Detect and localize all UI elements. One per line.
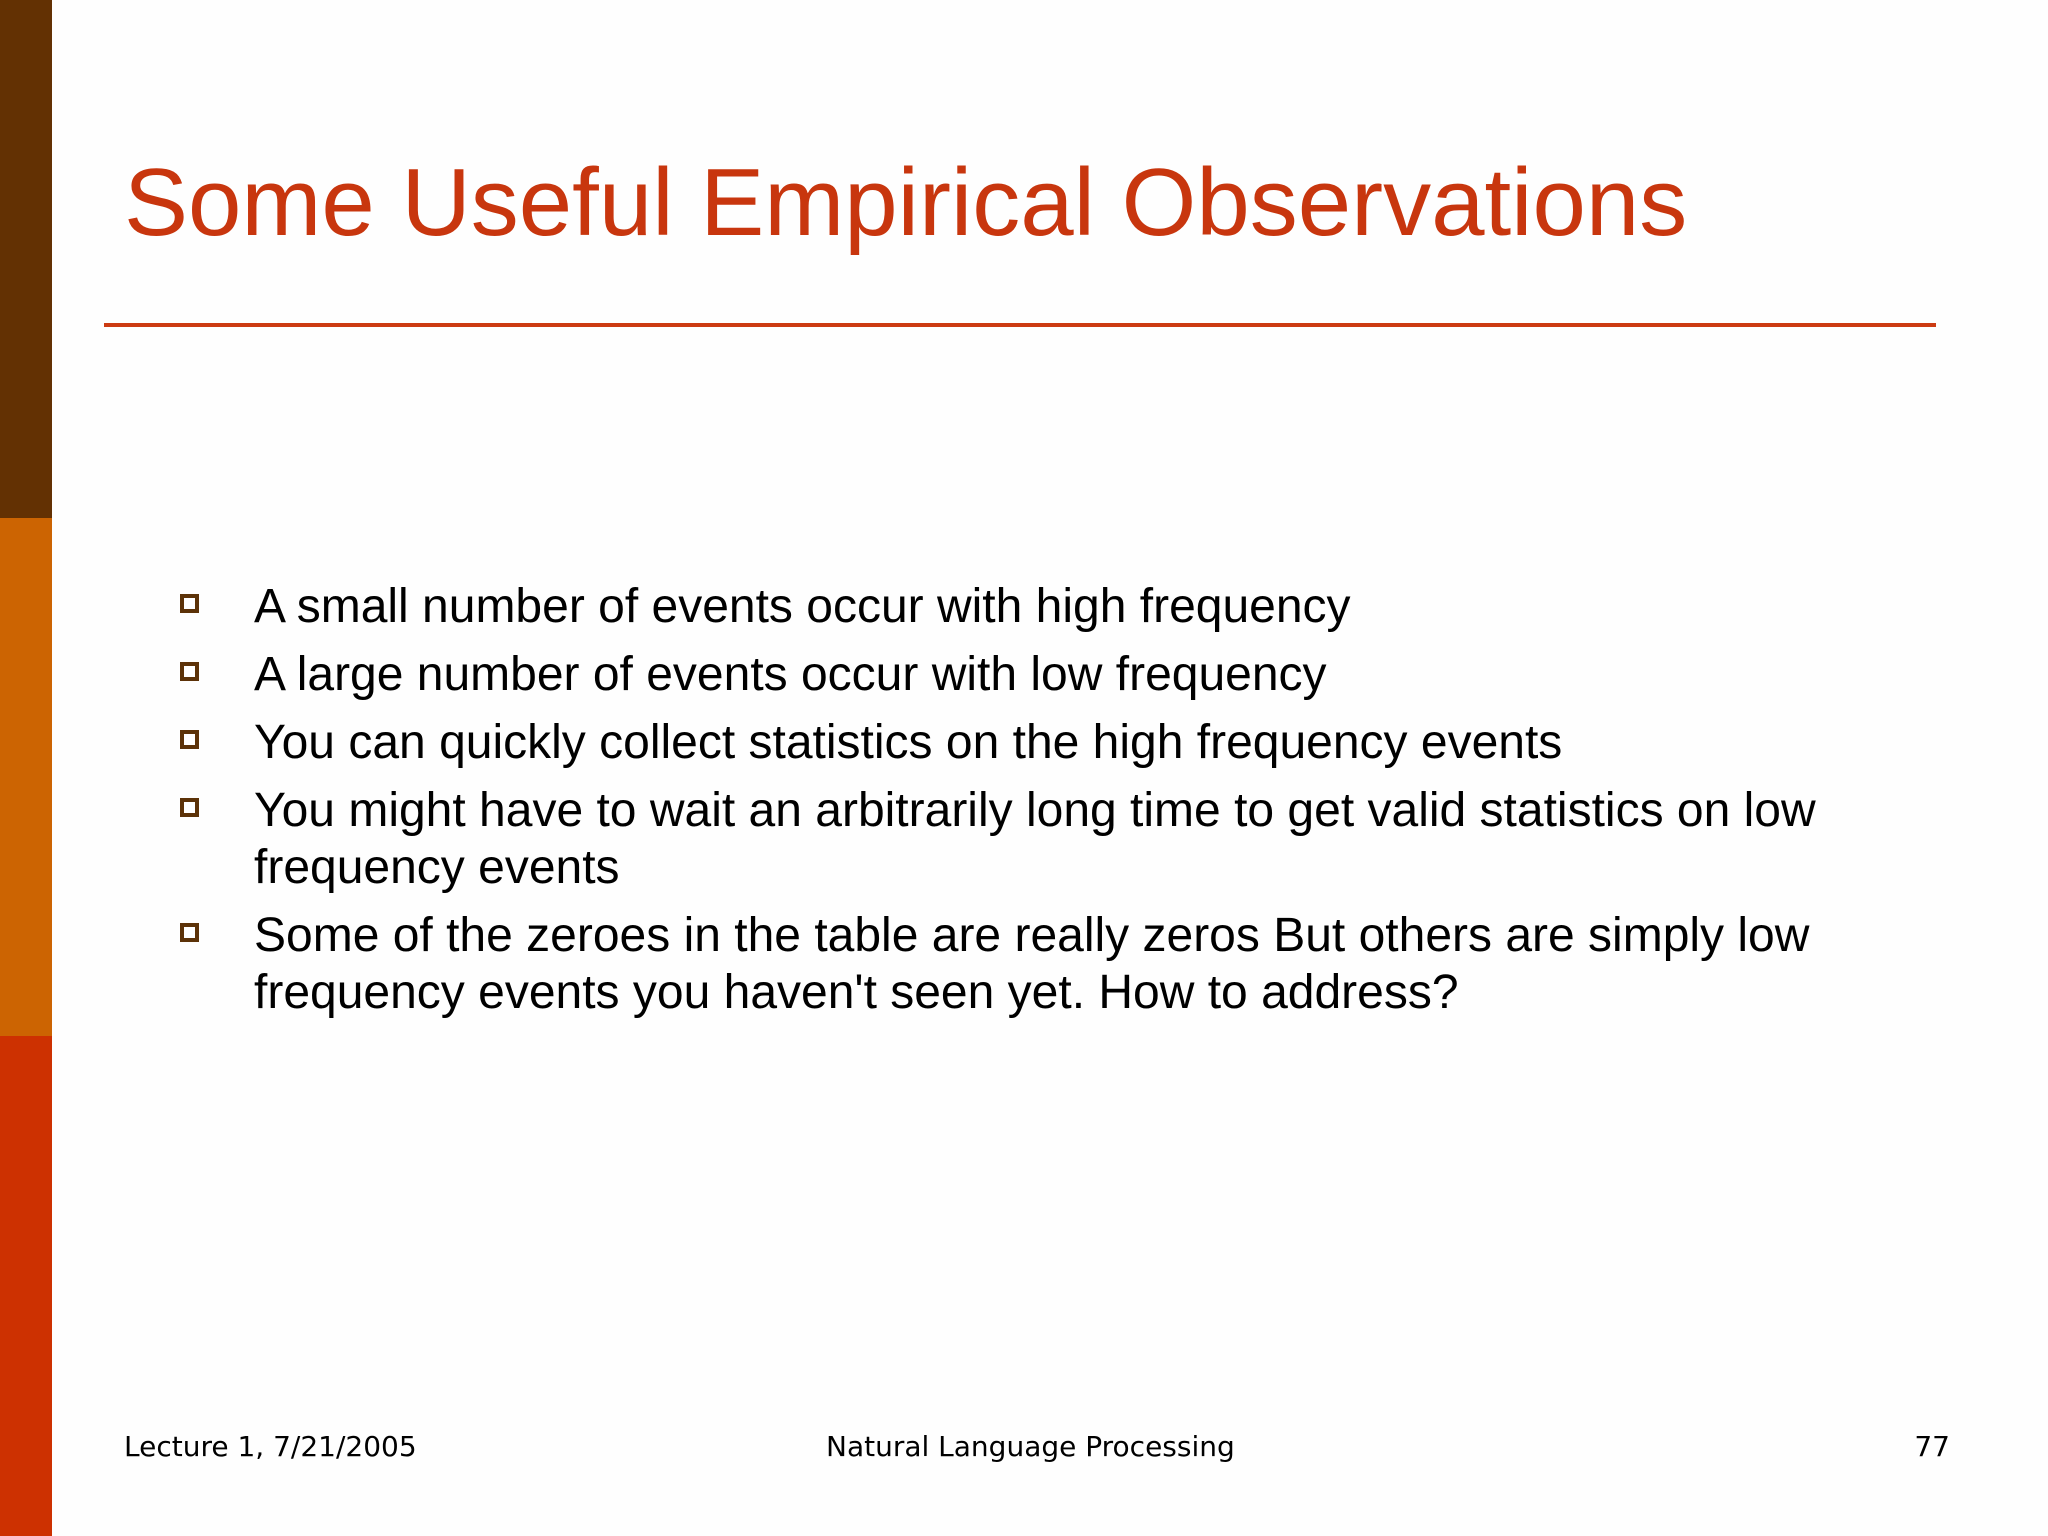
sidebar-segment-bottom [0, 1036, 52, 1536]
hollow-square-bullet-icon [180, 798, 199, 817]
footer-lecture-date: Lecture 1, 7/21/2005 [124, 1430, 417, 1463]
decorative-sidebar [0, 0, 52, 1536]
footer-page-number: 77 [1914, 1430, 1950, 1463]
bullet-text: A small number of events occur with high frequency [254, 580, 1351, 633]
hollow-square-bullet-icon [180, 662, 199, 681]
bullet-text: You can quickly collect statistics on the high frequency events [254, 716, 1563, 769]
bullet-text: A large number of events occur with low frequency [254, 648, 1327, 701]
bullet-item [178, 646, 1878, 703]
footer-course-name: Natural Language Processing [826, 1430, 1235, 1463]
bullet-list [178, 578, 1878, 1032]
hollow-square-bullet-icon [180, 594, 199, 613]
sidebar-segment-top [0, 0, 52, 518]
sidebar-segment-middle [0, 518, 52, 1036]
bullet-text: Some of the zeroes in the table are really zeros But others are simply low frequency events you haven't seen yet. How to address? [254, 909, 1810, 1019]
bullet-item [178, 714, 1878, 771]
bullet-item [178, 907, 1878, 1021]
bullet-item [178, 578, 1878, 635]
slide-title: Some Useful Empirical Observations [124, 149, 1688, 256]
title-divider [104, 323, 1936, 327]
hollow-square-bullet-icon [180, 923, 199, 942]
hollow-square-bullet-icon [180, 730, 199, 749]
bullet-item [178, 782, 1878, 896]
bullet-text: You might have to wait an arbitrarily long time to get valid statistics on low frequency events [254, 784, 1816, 894]
